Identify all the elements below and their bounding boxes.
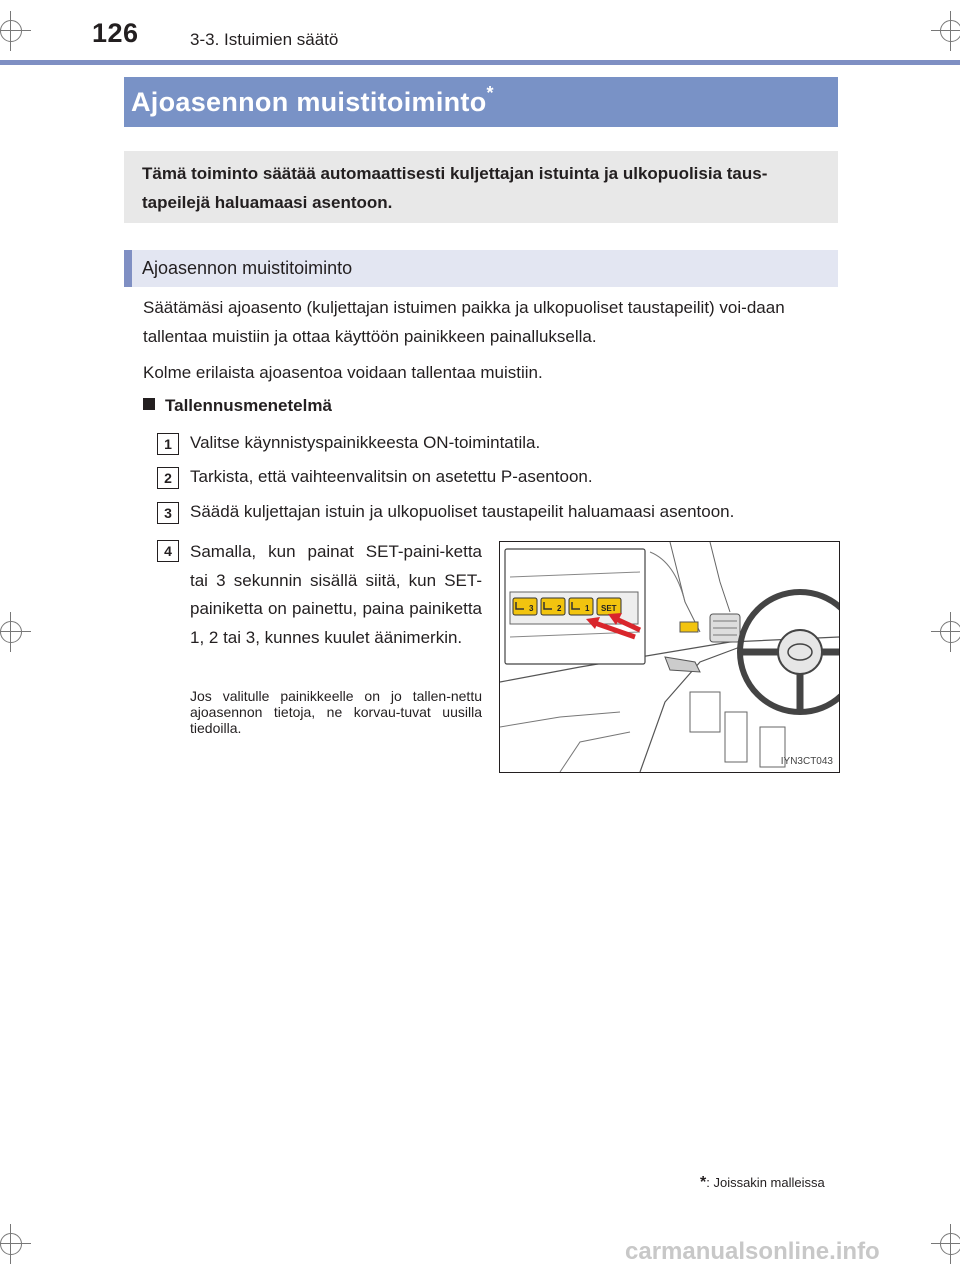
- subheading-accent: [124, 250, 132, 287]
- figure-code: IYN3CT043: [780, 756, 833, 767]
- memory-button-illustration: [499, 541, 840, 773]
- footnote-text: : Joissakin malleissa: [706, 1175, 825, 1190]
- step-note: Jos valitulle painikkeelle on jo tallen-nettu ajoasennon tietoja, ne korvau-tuvat uusilla tiedoilla.: [190, 688, 482, 736]
- memory-button-3-label: 3: [529, 604, 534, 613]
- body-paragraph-2: Kolme erilaista ajoasentoa voidaan tallentaa muistiin.: [143, 363, 543, 382]
- step-number-1: 1: [157, 433, 179, 455]
- subheading-bar: [124, 250, 838, 287]
- crop-mark: [0, 621, 22, 643]
- header-rule: [0, 60, 960, 65]
- footnote-asterisk: *: [700, 1174, 707, 1191]
- memory-button-1-label: 1: [585, 604, 590, 613]
- watermark: carmanualsonline.info: [625, 1238, 880, 1265]
- crop-mark: [940, 1233, 960, 1255]
- footnote: [700, 1174, 825, 1192]
- procedure-heading: [143, 396, 332, 416]
- step-number-4: 4: [157, 540, 179, 562]
- set-button-label: SET: [601, 604, 617, 613]
- crop-mark: [0, 20, 22, 42]
- square-bullet-icon: [143, 398, 155, 410]
- crop-mark: [940, 20, 960, 42]
- procedure-heading-text: Tallennusmenetelmä: [165, 396, 332, 415]
- subheading: Ajoasennon muistitoiminto: [142, 258, 353, 278]
- crop-mark: [940, 621, 960, 643]
- section-label: 3-3. Istuimien säätö: [190, 30, 339, 49]
- step-text-2: Tarkista, että vaihteenvalitsin on asetettu P-asentoon.: [190, 467, 593, 486]
- step-text-3: Säädä kuljettajan istuin ja ulkopuoliset taustapeilit haluamaasi asentoon.: [190, 502, 735, 521]
- page-title: [131, 83, 494, 118]
- memory-button-2-label: 2: [557, 604, 562, 613]
- illustration-drawing: [500, 542, 839, 772]
- title-asterisk: *: [486, 83, 494, 103]
- title-bar: [124, 77, 838, 127]
- step-text-1: Valitse käynnistyspainikkeesta ON-toimintatila.: [190, 433, 541, 452]
- page-number: 126: [92, 18, 139, 48]
- step-number-3: 3: [157, 502, 179, 524]
- body-paragraph-1: Säätämäsi ajoasento (kuljettajan istuimen paikka ja ulkopuoliset taustapeilit) voi-daan tallentaa muistiin ja ottaa käyttöön painikkeen painalluksella.: [143, 298, 785, 346]
- intro-box: [124, 151, 838, 223]
- step-text-4: Samalla, kun painat SET-paini-ketta tai 3 sekunnin sisällä siitä, kun SET-painiketta on painettu, paina painiketta 1, 2 tai 3, kunnes kuulet äänimerkin.: [190, 542, 482, 647]
- step-number-2: 2: [157, 467, 179, 489]
- intro-text: Tämä toiminto säätää automaattisesti kuljettajan istuinta ja ulkopuolisia taus-tapeilejä haluamaasi asentoon.: [142, 164, 768, 212]
- title-text: Ajoasennon muistitoiminto: [131, 87, 487, 117]
- crop-mark: [0, 1233, 22, 1255]
